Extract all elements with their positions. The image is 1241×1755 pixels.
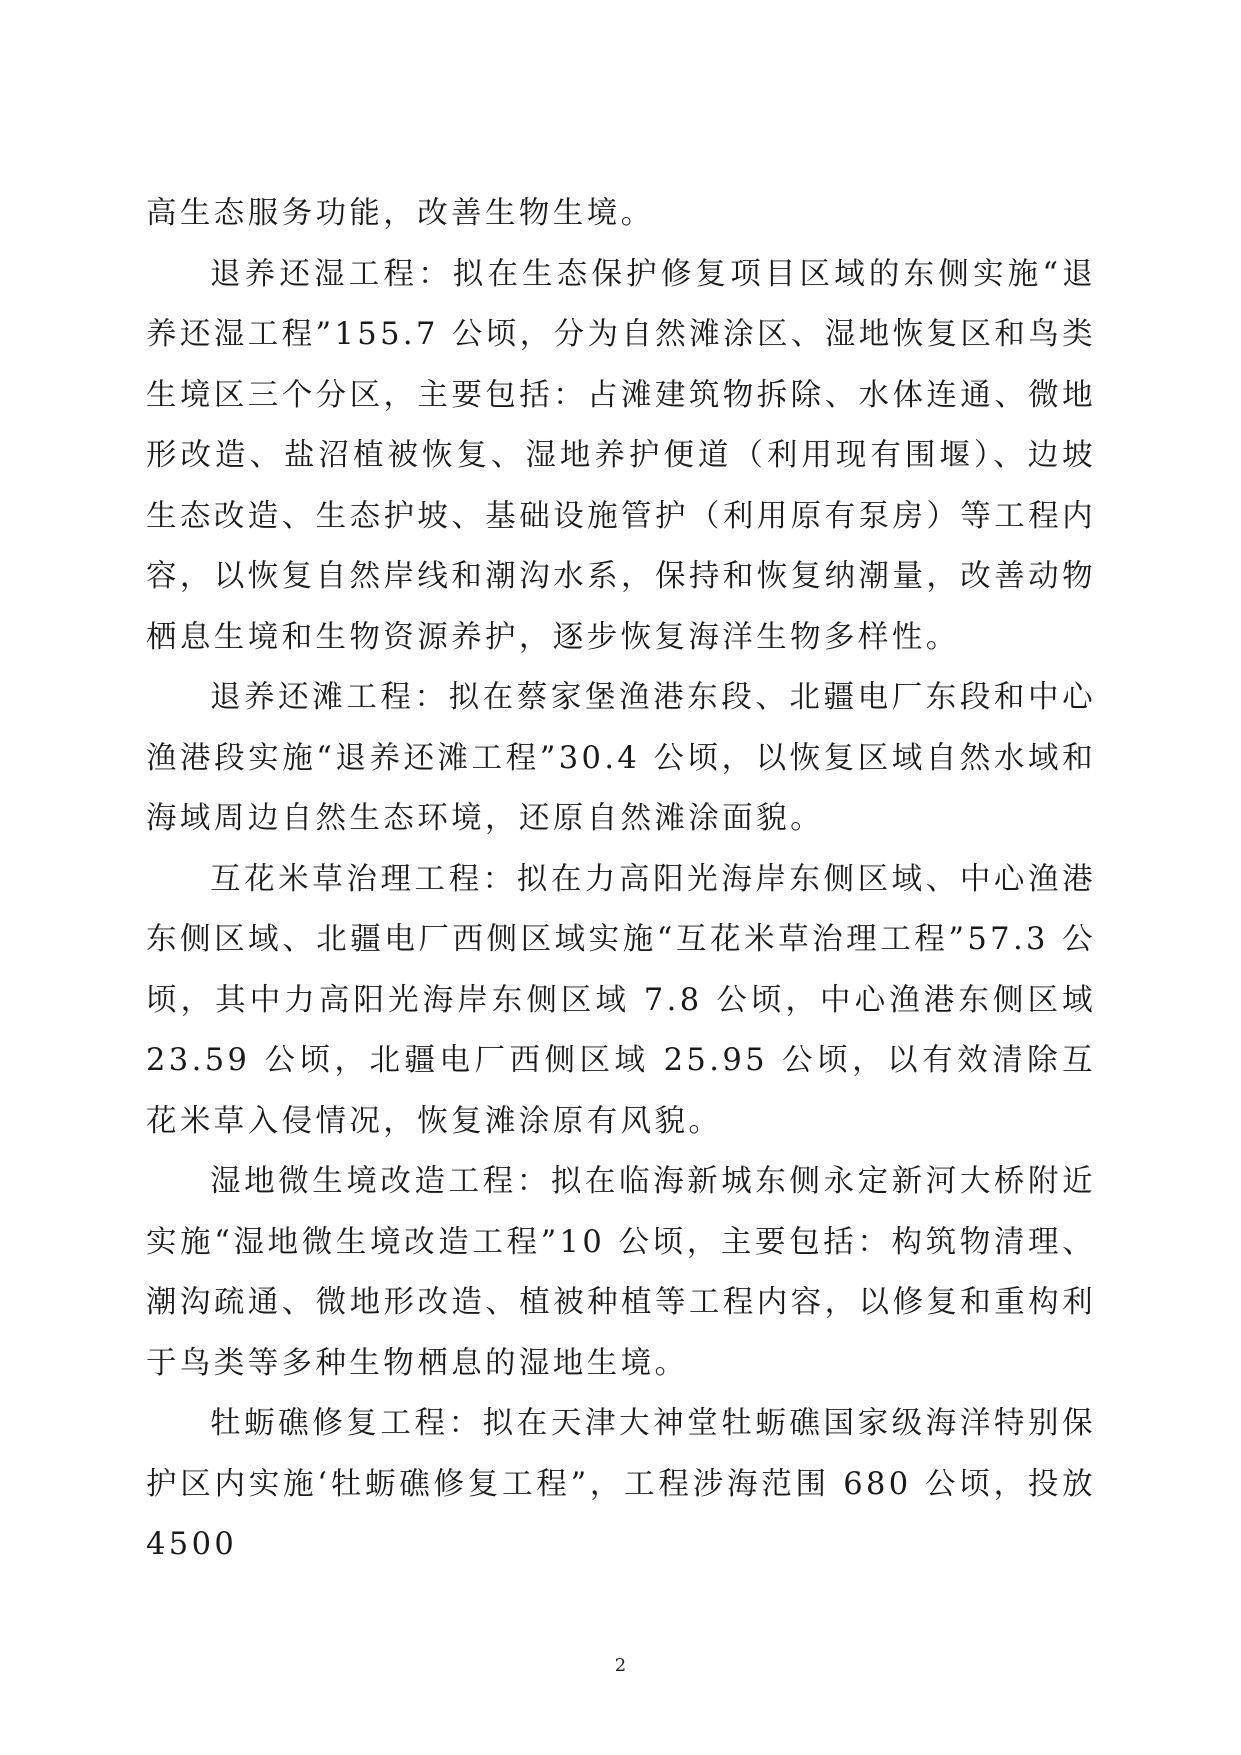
document-body xyxy=(146,184,1096,1576)
paragraph-micro-habitat: 湿地微生境改造工程：拟在临海新城东侧永定新河大桥附近实施“湿地微生境改造工程”10 公顷，主要包括：构筑物清理、潮沟疏通、微地形改造、植被种植等工程内容，以修复和重构利于鸟类等多种生物栖息的湿地生境。 xyxy=(146,1164,1096,1381)
paragraph-wetland-restoration: 退养还湿工程：拟在生态保护修复项目区域的东侧实施“退养还湿工程”155.7 公顷，分为自然滩涂区、湿地恢复区和鸟类生境区三个分区，主要包括：占滩建筑物拆除、水体连通、微地形改造、盐沼植被恢复、湿地养护便道（利用现有围堰）、边坡生态改造、生态护坡、基础设施管护（利用原有泵房）等工程内容，以恢复自然岸线和潮沟水系，保持和恢复纳潮量，改善动物栖息生境和生物资源养护，逐步恢复海洋生物多样性。 xyxy=(146,256,1097,655)
paragraph-beach-restoration: 退养还滩工程：拟在蔡家堡渔港东段、北疆电厂东段和中心渔港段实施“退养还滩工程”30.4 公顷，以恢复区域自然水域和海域周边自然生态环境，还原自然滩涂面貌。 xyxy=(146,680,1096,836)
paragraph-oyster-reef: 牡蛎礁修复工程：拟在天津大神堂牡蛎礁国家级海洋特别保护区内实施‘牡蛎礁修复工程”，工程涉海范围 680 公顷，投放 4500 xyxy=(146,1406,1096,1562)
paragraph-continuation: 高生态服务功能，改善生物生境。 xyxy=(146,196,655,231)
page-number: 2 xyxy=(614,1655,627,1676)
paragraph-spartina-control: 互花米草治理工程：拟在力高阳光海岸东侧区域、中心渔港东侧区域、北疆电厂西侧区域实施“互花米草治理工程”57.3 公顷，其中力高阳光海岸东侧区域 7.8 公顷，中心渔港东侧区域 23.59 公顷，北疆电厂西侧区域 25.95 公顷，以有效清除互花米草入侵情况，恢复滩涂原有风貌。 xyxy=(146,861,1096,1139)
